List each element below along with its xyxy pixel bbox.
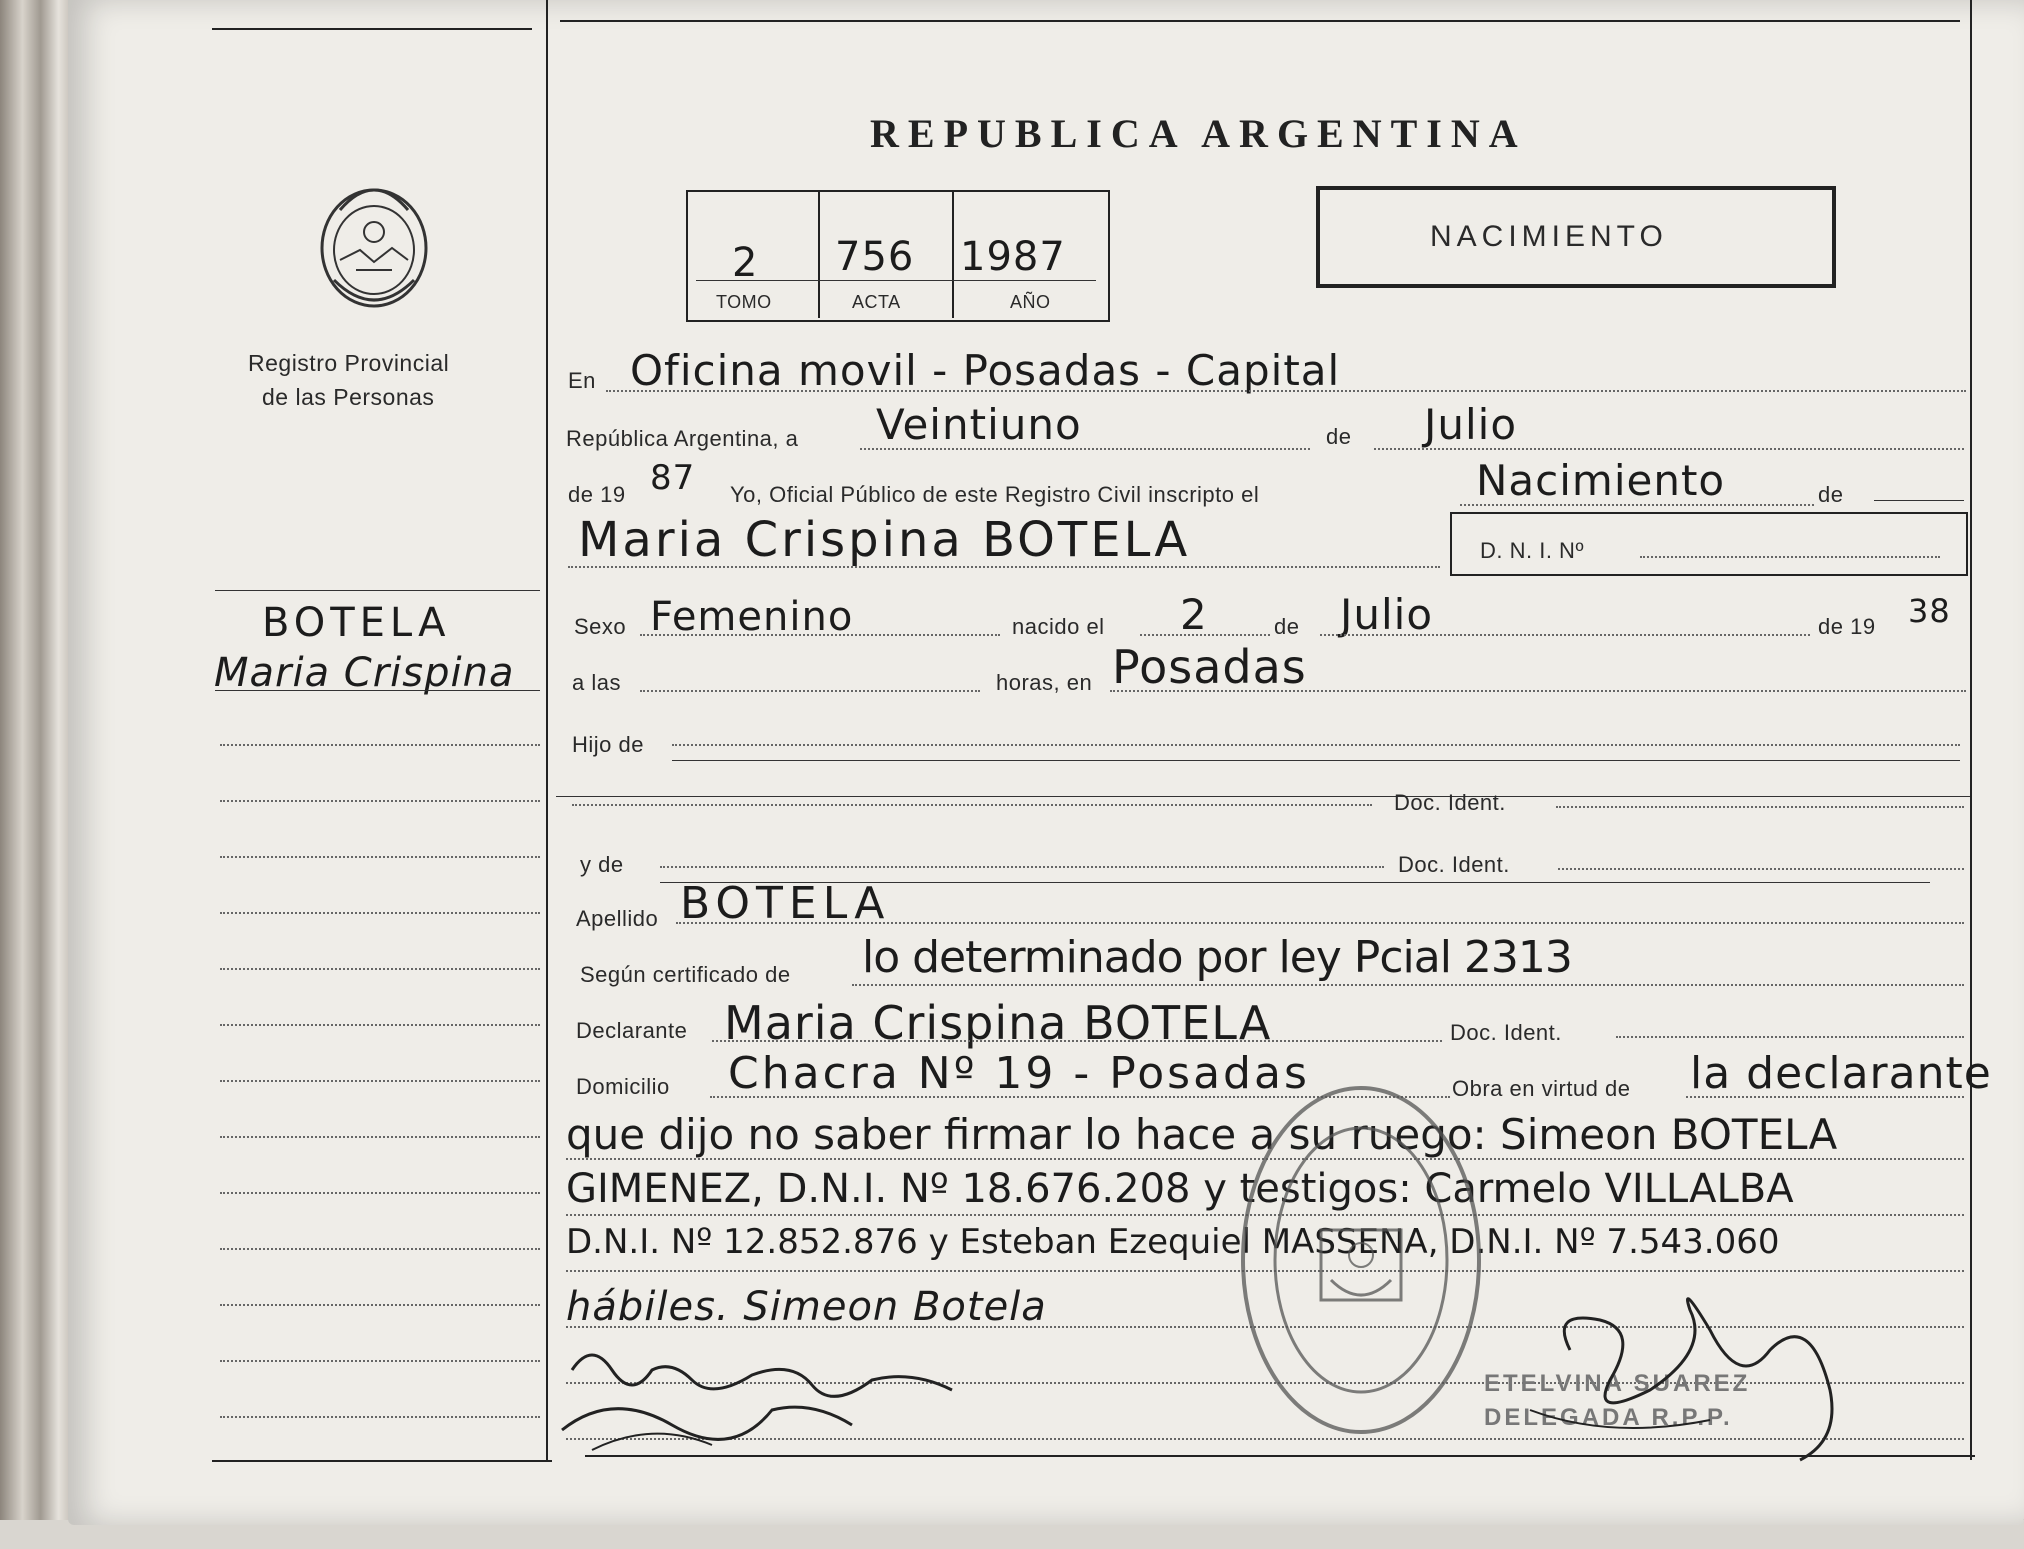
day-value: Veintiuno <box>876 400 1082 449</box>
domicilio-value: Chacra Nº 19 - Posadas <box>728 1048 1310 1099</box>
right-border <box>1970 0 1972 1460</box>
dni-line <box>1640 556 1940 558</box>
left-line <box>220 1416 540 1418</box>
oficial-label: Yo, Oficial Público de este Registro Civil inscripto el <box>730 482 1260 507</box>
obra-value: la declarante <box>1690 1048 1992 1099</box>
en-value: Oficina movil - Posadas - Capital <box>630 346 1341 395</box>
margin-given-names: Maria Crispina <box>214 650 515 696</box>
month-line <box>1374 448 1964 450</box>
apellido-label: Apellido <box>576 906 659 931</box>
en-label: En <box>568 368 596 393</box>
nacido-label: nacido el <box>1012 614 1105 639</box>
tomo-value: 2 <box>732 240 759 286</box>
margin-surname: BOTELA <box>262 600 451 646</box>
reference-divider-1 <box>818 190 820 318</box>
nombre-line <box>568 566 1440 568</box>
docident-line <box>1556 806 1964 808</box>
apellido-value: BOTELA <box>680 878 891 929</box>
record-type-label: NACIMIENTO <box>1430 220 1668 253</box>
declarante-line <box>712 1040 1442 1042</box>
official-title-stamp: DELEGADA R.P.P. <box>1484 1404 1733 1431</box>
acto-value: Nacimiento <box>1476 456 1726 505</box>
official-name-stamp: ETELVINA SUAREZ <box>1484 1370 1751 1397</box>
left-line <box>220 968 540 970</box>
sexo-label: Sexo <box>574 614 627 639</box>
horas-label: horas, en <box>996 670 1093 695</box>
yde-label: y de <box>580 852 624 877</box>
misiones-seal-icon <box>300 170 448 320</box>
acta-label: ACTA <box>852 292 901 312</box>
hijo-line <box>672 744 1960 746</box>
column-divider <box>546 0 548 1460</box>
de3-label: de <box>1274 614 1300 639</box>
de-label: de <box>1326 424 1352 449</box>
nac-month-line <box>1320 634 1810 636</box>
registry-name-line2: de las Personas <box>262 384 435 410</box>
declarante-value: Maria Crispina BOTELA <box>724 996 1272 1050</box>
left-line <box>220 856 540 858</box>
observation-line-3: D.N.I. Nº 12.852.876 y Esteban Ezequiel MASSENA, D.N.I. Nº 7.543.060 <box>566 1222 1780 1262</box>
alas-line <box>640 690 980 692</box>
country-title: REPUBLICA ARGENTINA <box>870 111 1527 156</box>
father-doc-line <box>572 804 1372 806</box>
nombre-value: Maria Crispina BOTELA <box>578 512 1191 568</box>
sexo-line <box>640 634 1000 636</box>
registry-round-stamp-icon <box>1236 1080 1486 1440</box>
alas-label: a las <box>572 670 621 695</box>
witness-signature-icon <box>552 1330 972 1460</box>
left-line <box>220 1248 540 1250</box>
yde-line <box>660 866 1384 868</box>
margin-underline <box>215 690 540 691</box>
top-rule-left <box>212 28 532 30</box>
left-column-separator <box>215 590 540 591</box>
docident3-line <box>1616 1036 1964 1038</box>
registry-name-line1: Registro Provincial <box>248 350 450 376</box>
obra-label: Obra en virtud de <box>1452 1076 1631 1101</box>
official-signature-icon <box>1510 1270 1850 1470</box>
left-line <box>220 1080 540 1082</box>
en-line <box>606 390 1966 392</box>
top-rule-right <box>560 20 1960 22</box>
left-line <box>220 912 540 914</box>
tomo-label: TOMO <box>716 292 772 312</box>
observation-line-2: GIMENEZ, D.N.I. Nº 18.676.208 y testigos: Carmelo VILLALBA <box>566 1166 1794 1212</box>
form-separator <box>556 796 1970 797</box>
reference-divider-2 <box>952 190 954 318</box>
bottom-rule-left <box>212 1460 552 1462</box>
docident2-line <box>1558 868 1964 870</box>
docident-label: Doc. Ident. <box>1394 790 1506 815</box>
nac-year: 38 <box>1908 592 1951 630</box>
domicilio-label: Domicilio <box>576 1074 670 1099</box>
segun-value: lo determinado por ley Pcial 2313 <box>862 932 1572 983</box>
de19-label: de 19 <box>568 482 626 507</box>
observation-line-4: hábiles. Simeon Botela <box>566 1284 1047 1330</box>
republica-label: República Argentina, a <box>566 426 799 451</box>
de2-line <box>1874 500 1964 501</box>
reference-underline <box>696 280 1096 281</box>
lugar-line <box>1110 690 1966 692</box>
left-line <box>220 1024 540 1026</box>
left-line <box>220 1192 540 1194</box>
segun-line <box>852 984 1964 986</box>
acto-line <box>1460 504 1814 506</box>
left-line <box>220 1360 540 1362</box>
obra-line <box>1686 1096 1964 1098</box>
apellido-line <box>676 922 1964 924</box>
sexo-value: Femenino <box>650 594 854 640</box>
left-line <box>220 744 540 746</box>
nac-month: Julio <box>1340 590 1434 639</box>
declarante-label: Declarante <box>576 1018 688 1043</box>
hijo-line-2 <box>672 760 1960 761</box>
left-line <box>220 800 540 802</box>
dni-label: D. N. I. Nº <box>1480 538 1584 563</box>
hijo-label: Hijo de <box>572 732 644 757</box>
docident2-label: Doc. Ident. <box>1398 852 1510 877</box>
lugar-value: Posadas <box>1112 640 1307 694</box>
left-line <box>220 1304 540 1306</box>
observation-line-1: que dijo no saber firmar lo hace a su ruego: Simeon BOTELA <box>566 1110 1838 1159</box>
anio-value: 1987 <box>960 234 1066 280</box>
segun-label: Según certificado de <box>580 962 791 987</box>
acta-value: 756 <box>835 234 915 280</box>
anio-label: AÑO <box>1010 292 1051 312</box>
year-value: 87 <box>650 458 696 498</box>
nac-day: 2 <box>1180 590 1208 639</box>
de19b-label: de 19 <box>1818 614 1876 639</box>
day-line <box>860 448 1310 450</box>
left-line <box>220 1136 540 1138</box>
nac-day-line <box>1140 634 1270 636</box>
docident3-label: Doc. Ident. <box>1450 1020 1562 1045</box>
month-value: Julio <box>1424 400 1518 449</box>
de2-label: de <box>1818 482 1844 507</box>
